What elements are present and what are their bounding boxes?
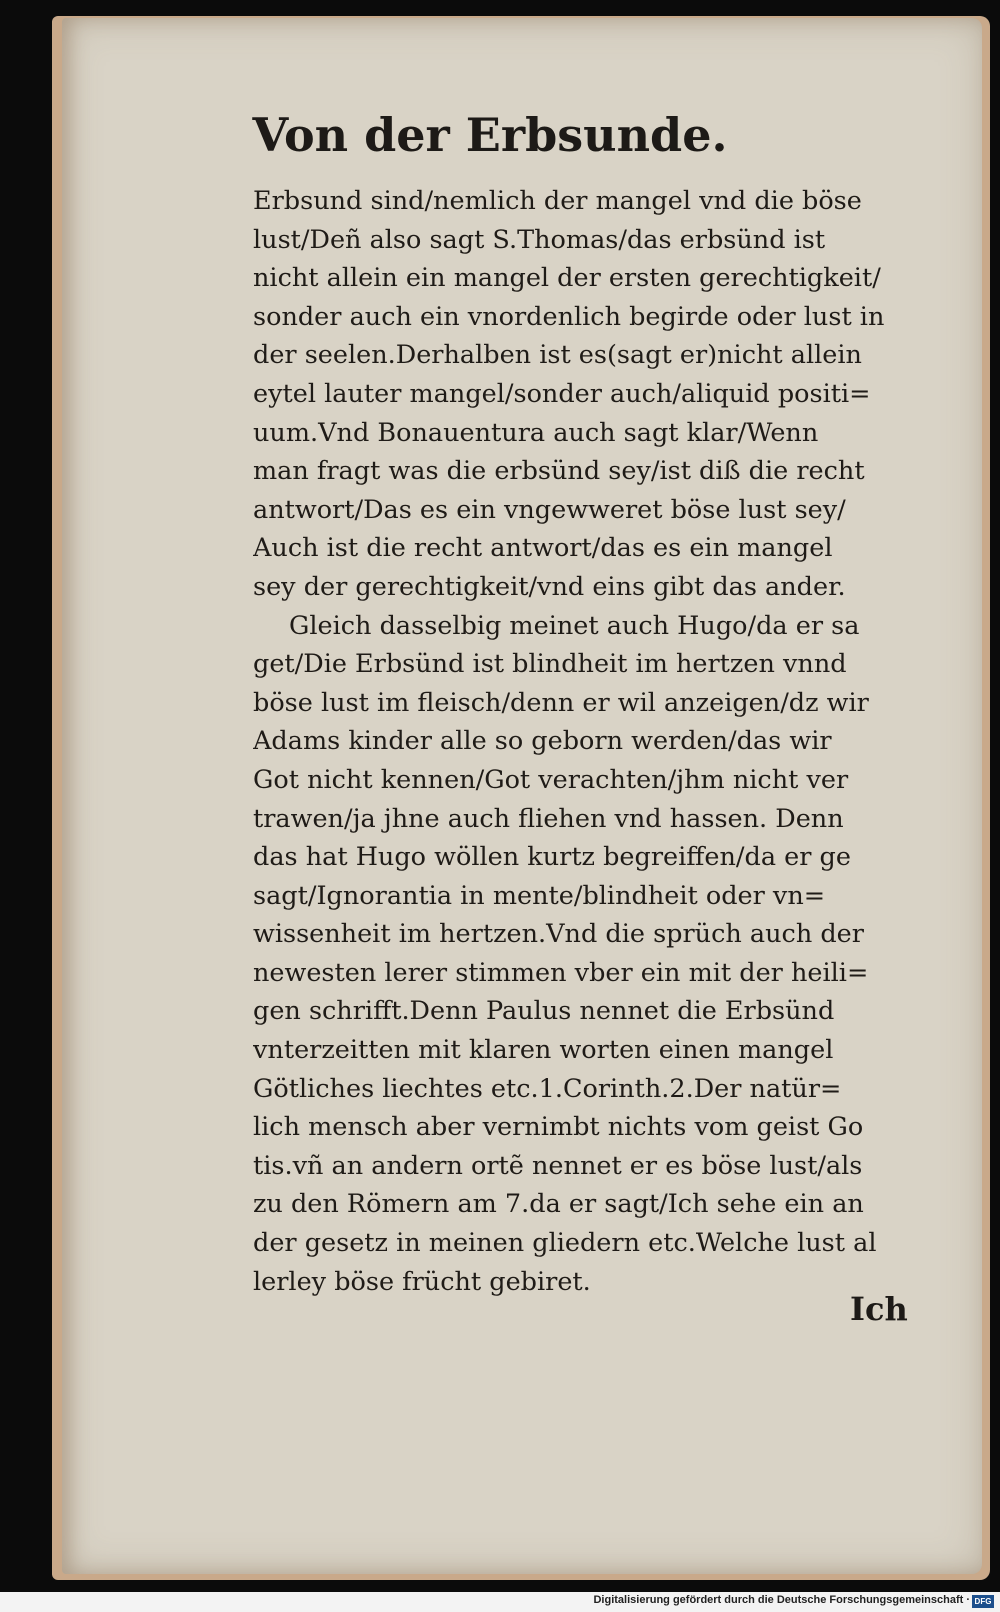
text-line: sey der gerechtigkeit/vnd eins gibt das ander.: [253, 571, 846, 602]
text-line: Gleich dasselbig meinet auch Hugo/da er sa: [289, 610, 860, 641]
text-line: der gesetz in meinen gliedern etc.Welche lust al: [253, 1228, 877, 1259]
text-line: lich mensch aber vernimbt nichts vom geist Go: [253, 1112, 864, 1143]
catchword: Ich: [850, 1290, 908, 1328]
text-line: man fragt was die erbsünd sey/ist diß die recht: [253, 456, 865, 487]
dfg-logo-icon: DFG: [972, 1595, 994, 1608]
page-title: Von der Erbsunde.: [252, 108, 728, 162]
text-line: das hat Hugo wöllen kurtz begreiffen/da er ge: [253, 842, 851, 873]
text-line: lerley böse frücht gebiret.: [253, 1266, 591, 1297]
text-line: böse lust im fleisch/denn er wil anzeigen/dz wir: [253, 687, 869, 718]
text-line: uum.Vnd Bonauentura auch sagt klar/Wenn: [253, 417, 819, 448]
text-line: newesten lerer stimmen vber ein mit der heili=: [253, 957, 869, 988]
body-text: [253, 182, 933, 1301]
text-line: get/Die Erbsünd ist blindheit im hertzen vnnd: [253, 649, 847, 680]
text-line: vnterzeitten mit klaren worten einen mangel: [253, 1035, 834, 1066]
text-line: Auch ist die recht antwort/das es ein mangel: [253, 533, 833, 564]
text-line: Götliches liechtes etc.1.Corinth.2.Der natür=: [253, 1073, 842, 1104]
footer-credit: Digitalisierung gefördert durch die Deutsche Forschungsgemeinschaft ·: [593, 1594, 970, 1606]
text-line: lust/Deñ also sagt S.Thomas/das erbsünd ist: [253, 224, 826, 255]
text-line: nicht allein ein mangel der ersten gerechtigkeit/: [253, 263, 881, 294]
text-line: Erbsund sind/nemlich der mangel vnd die böse: [253, 186, 862, 216]
text-line: sonder auch ein vnordenlich begirde oder lust in: [253, 301, 885, 332]
text-line: antwort/Das es ein vngewweret böse lust sey/: [253, 494, 846, 525]
text-line: der seelen.Derhalben ist es(sagt er)nicht allein: [253, 340, 862, 371]
text-line: Got nicht kennen/Got verachten/jhm nicht ver: [253, 764, 849, 795]
text-line: zu den Römern am 7.da er sagt/Ich sehe ein an: [253, 1189, 864, 1220]
text-line: wissenheit im hertzen.Vnd die sprüch auch der: [253, 919, 864, 950]
text-line: gen schrifft.Denn Paulus nennet die Erbsünd: [253, 996, 835, 1027]
text-line: trawen/ja jhne auch fliehen vnd hassen. Denn: [253, 803, 844, 834]
text-line: tis.vñ an andern ortẽ nennet er es böse lust/als: [253, 1150, 863, 1181]
text-line: eytel lauter mangel/sonder auch/aliquid positi=: [253, 378, 871, 409]
text-line: Adams kinder alle so geborn werden/das wir: [253, 726, 832, 757]
text-line: sagt/Ignorantia in mente/blindheit oder vn=: [253, 880, 826, 911]
